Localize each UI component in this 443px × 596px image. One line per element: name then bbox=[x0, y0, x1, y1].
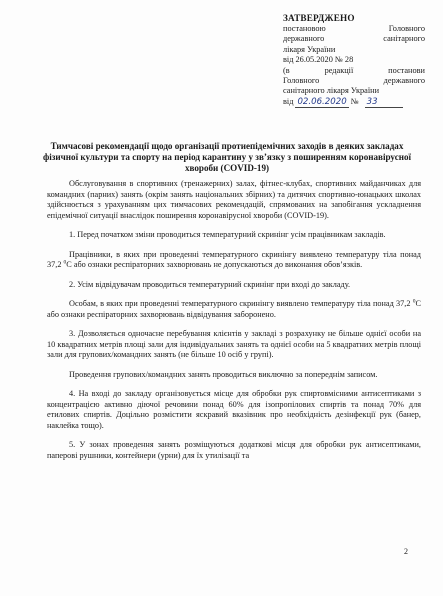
approval-date-line bbox=[283, 97, 425, 108]
handwritten-number: 33 bbox=[365, 98, 403, 108]
approval-line: лікаря України bbox=[283, 44, 336, 54]
approval-line: (в редакції постанови bbox=[283, 65, 425, 75]
paragraph-visitors-temperature: Особам, в яких при проведенні температурного скринінгу виявлено температуру тіла понад 37,2 $^0$С або ознаки респіраторних захворювань відвідування заборонено. bbox=[47, 298, 421, 319]
paragraph-intro: Обслуговування в спортивних (тренажерних) залах, фітнес-клубах, спортивних майданчиках для командних (парних) занять (окрім занять національних збірних) та дитячих спортивно-юнацьких школах здійснюється з урахуванням цих тимчасових рекомендацій, спрямованих на запобігання ускладнення епідемічної ситуації внаслідок поширення коронавірусної хвороби (COVID-19). bbox=[47, 179, 421, 220]
page-number: 2 bbox=[404, 547, 408, 556]
paragraph-item-1: 1. Перед початком зміни проводиться температурний скринінг усім працівникам закладів. bbox=[69, 230, 386, 239]
paragraph-item-3: 3. Дозволяється одночасне перебування клієнтів у закладі з розрахунку не більше однієї особи на 10 квадратних метрів площі зали для індивідуальних занять та однієї особи на 5 квадратних метрів площі зали для групових/командних занять (не більше 10 осіб у групі). bbox=[47, 329, 421, 359]
approval-line: санітарного лікаря України bbox=[283, 86, 380, 96]
paragraph-employees-temperature: Працівники, в яких при проведенні температурного скринінгу виявлено температуру тіла понад 37,2 $^0$С або ознаки респіраторних захворювань не допускаються до виконання обов’язків. bbox=[47, 249, 421, 269]
approval-title: ЗАТВЕРДЖЕНО bbox=[283, 13, 355, 23]
paragraph-item-5: 5. У зонах проведення занять розміщуються додаткові місця для обробки рук антисептиками, паперові рушники, контейнери (урни) для їх утилізації та bbox=[47, 440, 421, 460]
approval-from-label: від bbox=[283, 96, 294, 106]
approval-number-label: № bbox=[350, 96, 359, 106]
approval-block bbox=[283, 13, 425, 108]
paragraph-item-4: 4. На вході до закладу організовується місце для обробки рук спиртовмісними антисептиками з концентрацією активно діючої речовини понад 60% для ізопропілових спиртів та понад 70% для етилових спиртів. Доцільно розмістити яскравий вказівник про необхідність дезінфекції рук (банер, наклейка тощо). bbox=[47, 389, 421, 430]
handwritten-date: 02.06.2020 bbox=[297, 96, 347, 107]
document-body bbox=[47, 179, 421, 467]
approval-line: постановою Головного bbox=[283, 24, 425, 33]
paragraph-group-booking: Проведення групових/командних занять проводиться виключно за попереднім записом. bbox=[69, 369, 378, 379]
approval-line: від 26.05.2020 № 28 bbox=[283, 55, 354, 65]
approval-line: Головного державного bbox=[283, 76, 425, 86]
approval-line: державного санітарного bbox=[283, 34, 425, 44]
document-title: Тимчасові рекомендації щодо організації протиепідемічних заходів в деяких закладах фізичної культури та спорту на період карантину у зв’язку з поширенням коронавірусної хвороби (COVID-19) bbox=[42, 141, 412, 174]
paragraph-item-2: 2. Усім відвідувачам проводиться температурний скринінг при вході до закладу. bbox=[69, 279, 351, 289]
